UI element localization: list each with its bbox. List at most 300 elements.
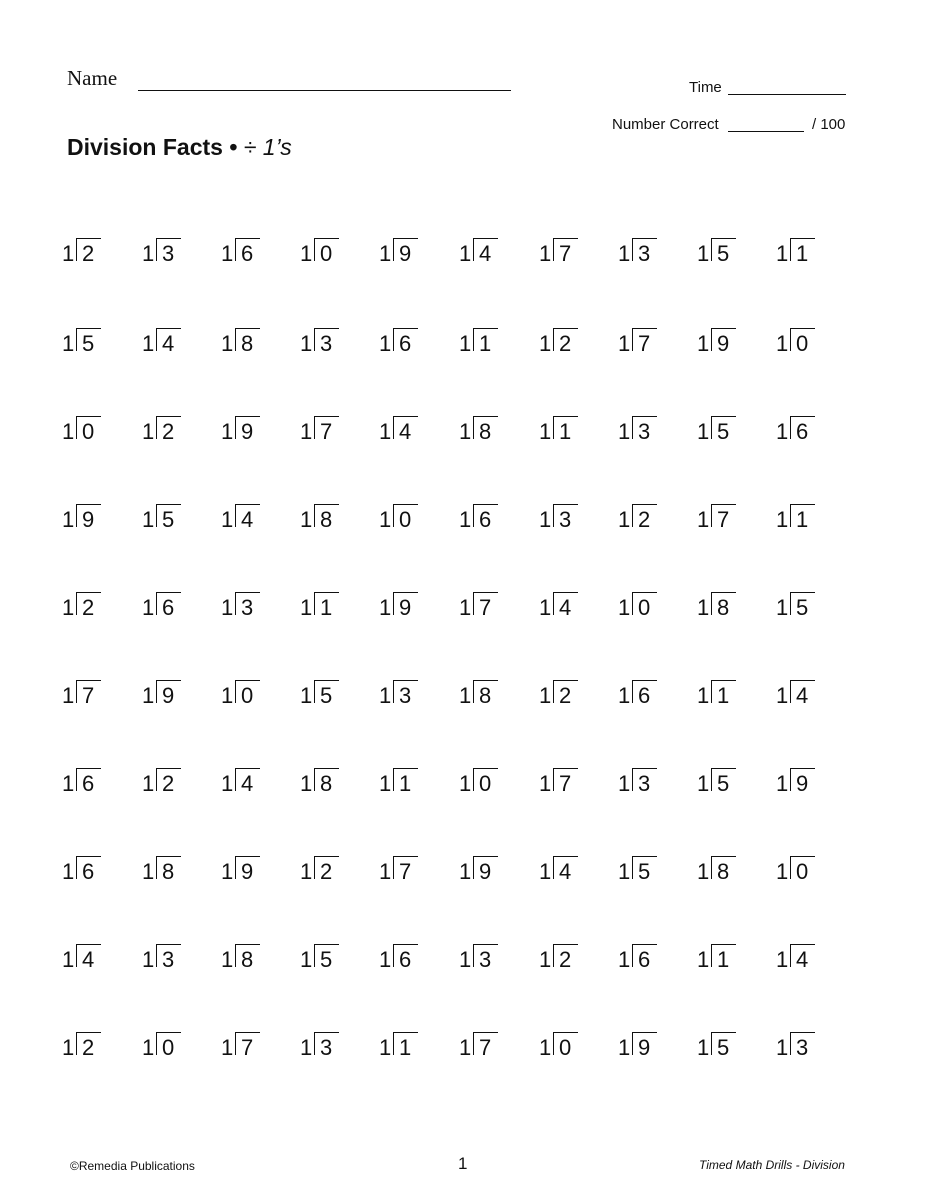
dividend: 2 <box>162 771 175 796</box>
division-problem <box>62 328 122 356</box>
divisor: 1 <box>618 683 631 708</box>
divisor: 1 <box>379 331 392 356</box>
dividend: 3 <box>320 331 333 356</box>
divisor: 1 <box>697 595 710 620</box>
dividend: 7 <box>479 595 492 620</box>
divisor: 1 <box>62 241 75 266</box>
dividend: 3 <box>796 1035 809 1060</box>
division-problem <box>776 680 836 708</box>
divisor: 1 <box>459 507 472 532</box>
dividend: 5 <box>320 683 333 708</box>
division-problem <box>459 416 519 444</box>
dividend: 4 <box>559 859 572 884</box>
division-problem <box>300 1032 360 1060</box>
divisor: 1 <box>62 507 75 532</box>
dividend: 6 <box>82 859 95 884</box>
division-problem <box>776 1032 836 1060</box>
dividend: 6 <box>796 419 809 444</box>
divisor: 1 <box>379 859 392 884</box>
divisor: 1 <box>379 683 392 708</box>
dividend: 1 <box>559 419 572 444</box>
dividend: 6 <box>241 241 254 266</box>
dividend: 5 <box>717 1035 730 1060</box>
division-problem <box>539 856 599 884</box>
dividend: 0 <box>162 1035 175 1060</box>
divisor: 1 <box>618 1035 631 1060</box>
dividend: 0 <box>399 507 412 532</box>
footer-book-title: Timed Math Drills - Division <box>699 1158 845 1172</box>
divisor: 1 <box>618 771 631 796</box>
dividend: 3 <box>399 683 412 708</box>
division-problem <box>618 592 678 620</box>
division-problem <box>697 328 757 356</box>
divisor: 1 <box>62 1035 75 1060</box>
footer-page-number: 1 <box>458 1154 468 1173</box>
divisor: 1 <box>300 331 313 356</box>
division-problem <box>221 680 281 708</box>
division-problem <box>379 328 439 356</box>
divisor: 1 <box>539 419 552 444</box>
number-correct-line[interactable] <box>728 131 804 132</box>
division-problem <box>697 592 757 620</box>
division-problem <box>221 328 281 356</box>
divisor: 1 <box>379 595 392 620</box>
dividend: 7 <box>638 331 651 356</box>
division-problem <box>776 592 836 620</box>
dividend: 2 <box>162 419 175 444</box>
divisor: 1 <box>776 859 789 884</box>
divisor: 1 <box>776 419 789 444</box>
division-problem <box>539 680 599 708</box>
divisor: 1 <box>221 419 234 444</box>
division-problem <box>379 1032 439 1060</box>
division-problem <box>300 856 360 884</box>
divisor: 1 <box>142 331 155 356</box>
dividend: 8 <box>162 859 175 884</box>
dividend: 7 <box>479 1035 492 1060</box>
division-problem <box>300 328 360 356</box>
divisor: 1 <box>697 507 710 532</box>
dividend: 8 <box>717 595 730 620</box>
division-problem <box>142 328 202 356</box>
dividend: 1 <box>717 683 730 708</box>
divisor: 1 <box>697 241 710 266</box>
divisor: 1 <box>697 419 710 444</box>
dividend: 4 <box>241 771 254 796</box>
division-problem <box>459 238 519 266</box>
dividend: 6 <box>638 947 651 972</box>
division-problem <box>618 1032 678 1060</box>
divisor: 1 <box>221 1035 234 1060</box>
dividend: 4 <box>479 241 492 266</box>
division-problem <box>697 416 757 444</box>
divisor: 1 <box>697 859 710 884</box>
division-problem <box>459 1032 519 1060</box>
title-main: Division Facts • <box>67 134 238 160</box>
dividend: 2 <box>82 241 95 266</box>
division-problem <box>142 856 202 884</box>
divisor: 1 <box>142 771 155 796</box>
divisor: 1 <box>776 595 789 620</box>
divisor: 1 <box>459 771 472 796</box>
dividend: 5 <box>796 595 809 620</box>
divisor: 1 <box>221 947 234 972</box>
divisor: 1 <box>300 771 313 796</box>
division-problem <box>142 1032 202 1060</box>
divisor: 1 <box>300 947 313 972</box>
divisor: 1 <box>221 595 234 620</box>
division-problem <box>697 1032 757 1060</box>
dividend: 5 <box>717 419 730 444</box>
divisor: 1 <box>459 859 472 884</box>
dividend: 7 <box>320 419 333 444</box>
divisor: 1 <box>62 419 75 444</box>
division-problem <box>300 944 360 972</box>
division-problem <box>539 592 599 620</box>
divisor: 1 <box>300 859 313 884</box>
name-line[interactable] <box>138 90 511 91</box>
division-problem <box>300 238 360 266</box>
dividend: 6 <box>479 507 492 532</box>
division-problem <box>62 680 122 708</box>
divisor: 1 <box>62 595 75 620</box>
divisor: 1 <box>300 683 313 708</box>
division-problem <box>459 592 519 620</box>
dividend: 0 <box>320 241 333 266</box>
divisor: 1 <box>142 1035 155 1060</box>
dividend: 7 <box>717 507 730 532</box>
dividend: 2 <box>82 595 95 620</box>
dividend: 3 <box>241 595 254 620</box>
division-problem <box>379 856 439 884</box>
division-problem <box>618 504 678 532</box>
divisor: 1 <box>618 507 631 532</box>
division-problem <box>459 328 519 356</box>
divisor: 1 <box>62 859 75 884</box>
dividend: 5 <box>717 771 730 796</box>
division-problem <box>379 680 439 708</box>
divisor: 1 <box>62 947 75 972</box>
dividend: 8 <box>241 947 254 972</box>
dividend: 2 <box>638 507 651 532</box>
division-problem <box>379 944 439 972</box>
dividend: 0 <box>796 331 809 356</box>
dividend: 4 <box>796 683 809 708</box>
dividend: 0 <box>638 595 651 620</box>
divisor: 1 <box>62 683 75 708</box>
division-problem <box>62 416 122 444</box>
division-problem <box>300 504 360 532</box>
division-problem <box>697 504 757 532</box>
time-line[interactable] <box>728 94 846 95</box>
division-problem <box>618 944 678 972</box>
divisor: 1 <box>776 1035 789 1060</box>
divisor: 1 <box>776 683 789 708</box>
dividend: 9 <box>479 859 492 884</box>
divisor: 1 <box>142 947 155 972</box>
divisor: 1 <box>539 1035 552 1060</box>
dividend: 5 <box>82 331 95 356</box>
dividend: 4 <box>559 595 572 620</box>
division-problem <box>697 944 757 972</box>
divisor: 1 <box>300 507 313 532</box>
dividend: 9 <box>241 859 254 884</box>
division-problem <box>697 856 757 884</box>
division-problem <box>539 328 599 356</box>
time-label: Time <box>689 79 722 96</box>
divisor: 1 <box>776 241 789 266</box>
division-problem <box>618 328 678 356</box>
dividend: 5 <box>638 859 651 884</box>
divisor: 1 <box>697 947 710 972</box>
dividend: 5 <box>717 241 730 266</box>
divisor: 1 <box>618 241 631 266</box>
divisor: 1 <box>539 595 552 620</box>
divisor: 1 <box>221 507 234 532</box>
division-problem <box>539 768 599 796</box>
dividend: 1 <box>479 331 492 356</box>
divisor: 1 <box>776 331 789 356</box>
dividend: 1 <box>717 947 730 972</box>
divisor: 1 <box>300 241 313 266</box>
dividend: 9 <box>638 1035 651 1060</box>
dividend: 6 <box>399 331 412 356</box>
dividend: 7 <box>399 859 412 884</box>
name-label: Name <box>67 66 118 90</box>
divisor: 1 <box>618 859 631 884</box>
divisor: 1 <box>379 241 392 266</box>
dividend: 2 <box>82 1035 95 1060</box>
dividend: 4 <box>82 947 95 972</box>
division-problem <box>379 416 439 444</box>
dividend: 6 <box>162 595 175 620</box>
title-sub: ÷ 1’s <box>243 134 292 160</box>
divisor: 1 <box>539 859 552 884</box>
divisor: 1 <box>221 771 234 796</box>
divisor: 1 <box>618 419 631 444</box>
divisor: 1 <box>379 947 392 972</box>
dividend: 0 <box>559 1035 572 1060</box>
division-problem <box>62 504 122 532</box>
division-problem <box>379 592 439 620</box>
division-problem <box>618 680 678 708</box>
division-problem <box>221 856 281 884</box>
divisor: 1 <box>776 947 789 972</box>
dividend: 0 <box>796 859 809 884</box>
division-problem <box>62 856 122 884</box>
divisor: 1 <box>379 1035 392 1060</box>
division-problem <box>62 944 122 972</box>
divisor: 1 <box>142 595 155 620</box>
division-problem <box>379 768 439 796</box>
dividend: 9 <box>399 595 412 620</box>
divisor: 1 <box>459 947 472 972</box>
number-correct-total: / 100 <box>812 116 846 133</box>
division-problem <box>300 592 360 620</box>
dividend: 6 <box>399 947 412 972</box>
division-problem <box>539 1032 599 1060</box>
division-problem <box>300 680 360 708</box>
divisor: 1 <box>459 1035 472 1060</box>
division-problem <box>539 504 599 532</box>
divisor: 1 <box>459 595 472 620</box>
division-problem <box>221 768 281 796</box>
divisor: 1 <box>221 241 234 266</box>
division-problem <box>379 504 439 532</box>
division-problem <box>459 856 519 884</box>
division-problem <box>142 504 202 532</box>
dividend: 3 <box>638 241 651 266</box>
divisor: 1 <box>142 241 155 266</box>
division-problem <box>300 416 360 444</box>
divisor: 1 <box>221 683 234 708</box>
division-problem <box>459 944 519 972</box>
dividend: 3 <box>479 947 492 972</box>
divisor: 1 <box>539 331 552 356</box>
division-problem <box>459 504 519 532</box>
divisor: 1 <box>142 507 155 532</box>
division-problem <box>221 504 281 532</box>
dividend: 3 <box>162 241 175 266</box>
dividend: 2 <box>559 331 572 356</box>
divisor: 1 <box>459 419 472 444</box>
divisor: 1 <box>776 771 789 796</box>
dividend: 9 <box>717 331 730 356</box>
division-problem <box>221 1032 281 1060</box>
dividend: 9 <box>241 419 254 444</box>
division-problem <box>62 238 122 266</box>
divisor: 1 <box>221 331 234 356</box>
divisor: 1 <box>539 771 552 796</box>
division-problem <box>142 944 202 972</box>
dividend: 7 <box>559 771 572 796</box>
divisor: 1 <box>618 947 631 972</box>
divisor: 1 <box>379 771 392 796</box>
dividend: 1 <box>796 507 809 532</box>
dividend: 0 <box>479 771 492 796</box>
dividend: 1 <box>399 771 412 796</box>
division-problem <box>697 680 757 708</box>
divisor: 1 <box>459 331 472 356</box>
divisor: 1 <box>539 241 552 266</box>
division-problem <box>776 504 836 532</box>
dividend: 1 <box>399 1035 412 1060</box>
division-problem <box>539 416 599 444</box>
division-problem <box>221 592 281 620</box>
dividend: 0 <box>241 683 254 708</box>
dividend: 5 <box>162 507 175 532</box>
dividend: 8 <box>479 683 492 708</box>
divisor: 1 <box>459 683 472 708</box>
number-correct-label: Number Correct <box>612 116 719 133</box>
dividend: 4 <box>241 507 254 532</box>
dividend: 3 <box>162 947 175 972</box>
divisor: 1 <box>300 1035 313 1060</box>
division-problem <box>459 768 519 796</box>
dividend: 7 <box>82 683 95 708</box>
divisor: 1 <box>142 683 155 708</box>
division-problem <box>776 768 836 796</box>
dividend: 0 <box>82 419 95 444</box>
divisor: 1 <box>221 859 234 884</box>
dividend: 3 <box>638 771 651 796</box>
divisor: 1 <box>539 683 552 708</box>
dividend: 3 <box>559 507 572 532</box>
divisor: 1 <box>697 771 710 796</box>
dividend: 2 <box>559 947 572 972</box>
division-problem <box>300 768 360 796</box>
division-problem <box>697 768 757 796</box>
dividend: 8 <box>479 419 492 444</box>
divisor: 1 <box>62 771 75 796</box>
dividend: 4 <box>796 947 809 972</box>
divisor: 1 <box>618 595 631 620</box>
division-problem <box>618 768 678 796</box>
division-problem <box>618 416 678 444</box>
division-problem <box>776 416 836 444</box>
division-problem <box>142 768 202 796</box>
dividend: 3 <box>638 419 651 444</box>
division-problem <box>221 238 281 266</box>
division-problem <box>539 238 599 266</box>
division-problem <box>142 238 202 266</box>
dividend: 9 <box>82 507 95 532</box>
footer-publisher: ©Remedia Publications <box>70 1159 195 1173</box>
dividend: 8 <box>320 771 333 796</box>
divisor: 1 <box>539 507 552 532</box>
divisor: 1 <box>379 419 392 444</box>
division-problem <box>221 416 281 444</box>
dividend: 4 <box>162 331 175 356</box>
division-problem <box>776 328 836 356</box>
dividend: 6 <box>638 683 651 708</box>
division-problem <box>776 944 836 972</box>
dividend: 9 <box>162 683 175 708</box>
dividend: 2 <box>320 859 333 884</box>
divisor: 1 <box>618 331 631 356</box>
dividend: 9 <box>796 771 809 796</box>
divisor: 1 <box>539 947 552 972</box>
dividend: 8 <box>320 507 333 532</box>
division-problem <box>142 680 202 708</box>
divisor: 1 <box>379 507 392 532</box>
division-problem <box>62 1032 122 1060</box>
division-problem <box>618 856 678 884</box>
divisor: 1 <box>697 1035 710 1060</box>
divisor: 1 <box>142 419 155 444</box>
division-problem <box>776 238 836 266</box>
dividend: 4 <box>399 419 412 444</box>
dividend: 2 <box>559 683 572 708</box>
divisor: 1 <box>142 859 155 884</box>
divisor: 1 <box>62 331 75 356</box>
division-problem <box>142 416 202 444</box>
division-problem <box>618 238 678 266</box>
division-problem <box>539 944 599 972</box>
dividend: 9 <box>399 241 412 266</box>
divisor: 1 <box>300 595 313 620</box>
dividend: 3 <box>320 1035 333 1060</box>
dividend: 1 <box>320 595 333 620</box>
division-problem <box>697 238 757 266</box>
dividend: 8 <box>717 859 730 884</box>
division-problem <box>142 592 202 620</box>
dividend: 1 <box>796 241 809 266</box>
divisor: 1 <box>459 241 472 266</box>
dividend: 6 <box>82 771 95 796</box>
division-problem <box>459 680 519 708</box>
dividend: 5 <box>320 947 333 972</box>
